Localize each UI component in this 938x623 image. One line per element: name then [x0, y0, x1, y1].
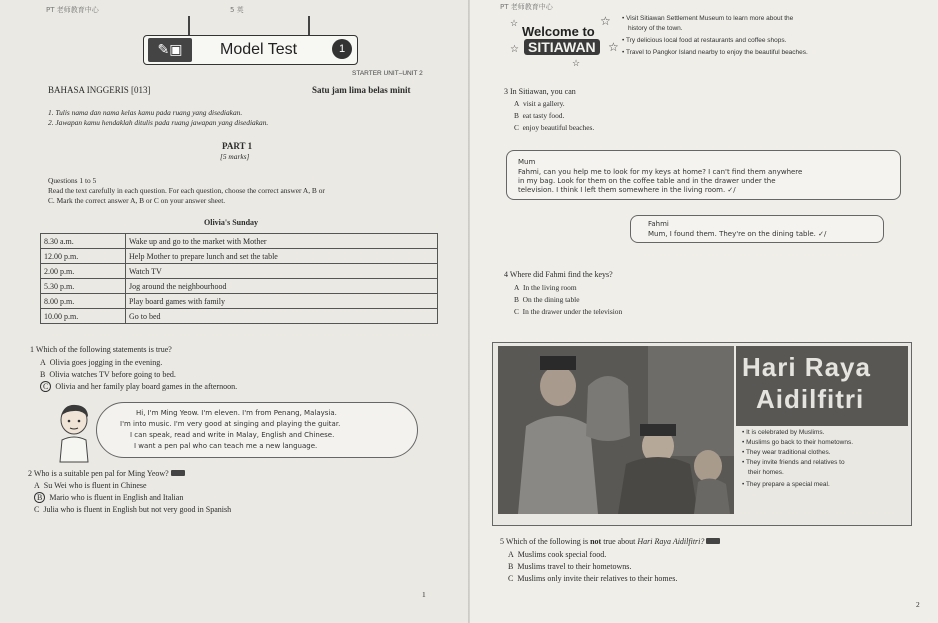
activity-cell: Watch TV — [126, 264, 438, 279]
header-small: 5 英 — [230, 6, 244, 14]
table-row — [41, 279, 438, 294]
subject-code: BAHASA INGGERIS [013] — [48, 85, 151, 95]
questions-instruction-1: Read the text carefully in each question. For each question, choose the correct answer A, B or — [48, 186, 325, 195]
hari-raya-title-2: Aidilfitri — [756, 384, 865, 414]
time-cell: 8.00 p.m. — [41, 294, 126, 309]
star-icon: ☆ — [608, 40, 619, 54]
speech-line-4: I want a pen pal who can teach me a new language. — [134, 442, 318, 450]
hari-raya-bullet-4: • They invite friends and relatives to — [742, 459, 845, 466]
fahmi-note-line-1: Mum, I found them. They're on the dining table. ✓/ — [648, 230, 827, 238]
mum-note-line-3: television. I think I left them somewhere in the living room. ✓/ — [518, 186, 736, 194]
welcome-bullet-2: • Try delicious local food at restaurants and coffee shops. — [622, 37, 787, 44]
boy-illustration — [52, 402, 96, 464]
q3-stem: 3 In Sitiawan, you can — [504, 87, 576, 96]
activity-cell: Jog around the neighbourhood — [126, 279, 438, 294]
banner-hook-left — [188, 16, 190, 35]
hari-raya-bullet-3: • They wear traditional clothes. — [742, 449, 831, 456]
star-icon: ☆ — [510, 18, 519, 28]
q5-option-b[interactable]: B Muslims travel to their hometowns. — [508, 562, 632, 571]
audio-icon — [706, 538, 720, 544]
q2-stem: 2 Who is a suitable pen pal for Ming Yeow? — [28, 469, 185, 478]
table-row — [41, 264, 438, 279]
welcome-line: Welcome to — [522, 24, 595, 39]
hari-raya-bullet-5: • They prepare a special meal. — [742, 481, 830, 488]
answer-circle: B — [34, 492, 45, 503]
q2-option-b[interactable]: B Mario who is fluent in English and Italian — [34, 493, 183, 502]
activity-cell: Play board games with family — [126, 294, 438, 309]
questions-label: Questions 1 to 5 — [48, 176, 97, 185]
welcome-bullet-1: • Visit Sitiawan Settlement Museum to learn more about the — [622, 15, 794, 22]
speech-line-3: I can speak, read and write in Malay, English and Chinese. — [130, 431, 335, 439]
time-cell: 12.00 p.m. — [41, 249, 126, 264]
q1-option-c[interactable]: C Olivia and her family play board games in the afternoon. — [40, 382, 237, 391]
schedule-table — [40, 233, 438, 324]
book-icon: ✎▣ — [148, 38, 192, 62]
banner-title: Model Test — [220, 41, 298, 58]
right-page — [470, 0, 938, 623]
activity-cell: Go to bed — [126, 309, 438, 324]
duration: Satu jam lima belas minit — [312, 85, 411, 95]
hari-raya-bullet-2: • Muslims go back to their hometowns. — [742, 439, 854, 446]
banner-hook-right — [308, 16, 310, 35]
q4-option-a[interactable]: A In the living room — [514, 283, 577, 292]
mum-note-from: Mum — [518, 158, 536, 166]
hari-raya-title-1: Hari Raya — [742, 352, 871, 382]
hari-raya-bullet-1: • It is celebrated by Muslims. — [742, 429, 825, 436]
starter-unit: STARTER UNIT–UNIT 2 — [352, 70, 423, 77]
activity-cell: Wake up and go to the market with Mother — [126, 234, 438, 249]
q3-option-a[interactable]: A visit a gallery. — [514, 99, 565, 108]
hari-raya-photo — [498, 346, 734, 514]
q4-stem: 4 Where did Fahmi find the keys? — [504, 270, 613, 279]
welcome-bullet-1b: history of the town. — [628, 25, 683, 32]
q5-stem: 5 Which of the following is not true about Hari Raya Aidilfitri? — [500, 537, 720, 546]
q1-option-a[interactable]: A Olivia goes jogging in the evening. — [40, 358, 163, 367]
table-row — [41, 309, 438, 324]
questions-instruction-2: C. Mark the correct answer A, B or C on your answer sheet. — [48, 196, 226, 205]
q1-option-b[interactable]: B Olivia watches TV before going to bed. — [40, 370, 176, 379]
time-cell: 5.30 p.m. — [41, 279, 126, 294]
instruction-2: 2. Jawapan kamu hendaklah ditulis pada ruang jawapan yang disediakan. — [48, 118, 269, 127]
star-icon: ☆ — [600, 14, 611, 28]
banner-number: 1 — [332, 39, 352, 59]
time-cell: 8.30 a.m. — [41, 234, 126, 249]
instruction-1: 1. Tulis nama dan nama kelas kamu pada ruang yang disediakan. — [48, 108, 243, 117]
schedule-title: Olivia's Sunday — [204, 218, 259, 227]
time-cell: 2.00 p.m. — [41, 264, 126, 279]
part-title: PART 1 — [222, 141, 253, 151]
welcome-place: SITIAWAN — [524, 39, 600, 55]
q3-option-b[interactable]: B eat tasty food. — [514, 111, 565, 120]
hari-raya-bullet-4b: their homes. — [748, 469, 784, 476]
q4-option-b[interactable]: B On the dining table — [514, 295, 580, 304]
part-marks: [5 marks] — [220, 152, 250, 161]
family-photo-illustration — [498, 346, 734, 514]
q1-stem: 1 Which of the following statements is true? — [30, 345, 172, 354]
q4-option-c[interactable]: C In the drawer under the television — [514, 307, 623, 316]
activity-cell: Help Mother to prepare lunch and set the table — [126, 249, 438, 264]
header-stamp: PT 老师教育中心 — [500, 3, 553, 11]
star-icon: ☆ — [572, 58, 581, 68]
time-cell: 10.00 p.m. — [41, 309, 126, 324]
page-number-left: 1 — [422, 590, 426, 599]
q5-option-c[interactable]: C Muslims only invite their relatives to their homes. — [508, 574, 678, 583]
q3-option-c[interactable]: C enjoy beautiful beaches. — [514, 123, 595, 132]
header-stamp: PT 老师教育中心 — [46, 6, 99, 14]
table-row — [41, 294, 438, 309]
page-number-right: 2 — [916, 600, 920, 609]
answer-circle: C — [40, 381, 51, 392]
star-icon: ☆ — [510, 44, 519, 55]
mum-note-line-1: Fahmi, can you help me to look for my keys at home? I can't find them anywhere — [518, 168, 803, 176]
speech-line-1: Hi, I'm Ming Yeow. I'm eleven. I'm from Penang, Malaysia. — [136, 409, 337, 417]
speech-line-2: I'm into music. I'm very good at singing and playing the guitar. — [120, 420, 341, 428]
fahmi-note-from: Fahmi — [648, 220, 669, 228]
welcome-bullet-3: • Travel to Pangkor Island nearby to enjoy the beautiful beaches. — [622, 49, 808, 56]
q2-option-c[interactable]: C Julia who is fluent in English but not very good in Spanish — [34, 505, 232, 514]
q2-option-a[interactable]: A Su Wei who is fluent in Chinese — [34, 481, 147, 490]
q5-option-a[interactable]: A Muslims cook special food. — [508, 550, 607, 559]
audio-icon — [171, 470, 185, 476]
table-row — [41, 234, 438, 249]
mum-note-line-2: in my bag. Look for them on the coffee table and in the drawer under the — [518, 177, 776, 185]
model-test-banner — [143, 35, 358, 65]
table-row — [41, 249, 438, 264]
